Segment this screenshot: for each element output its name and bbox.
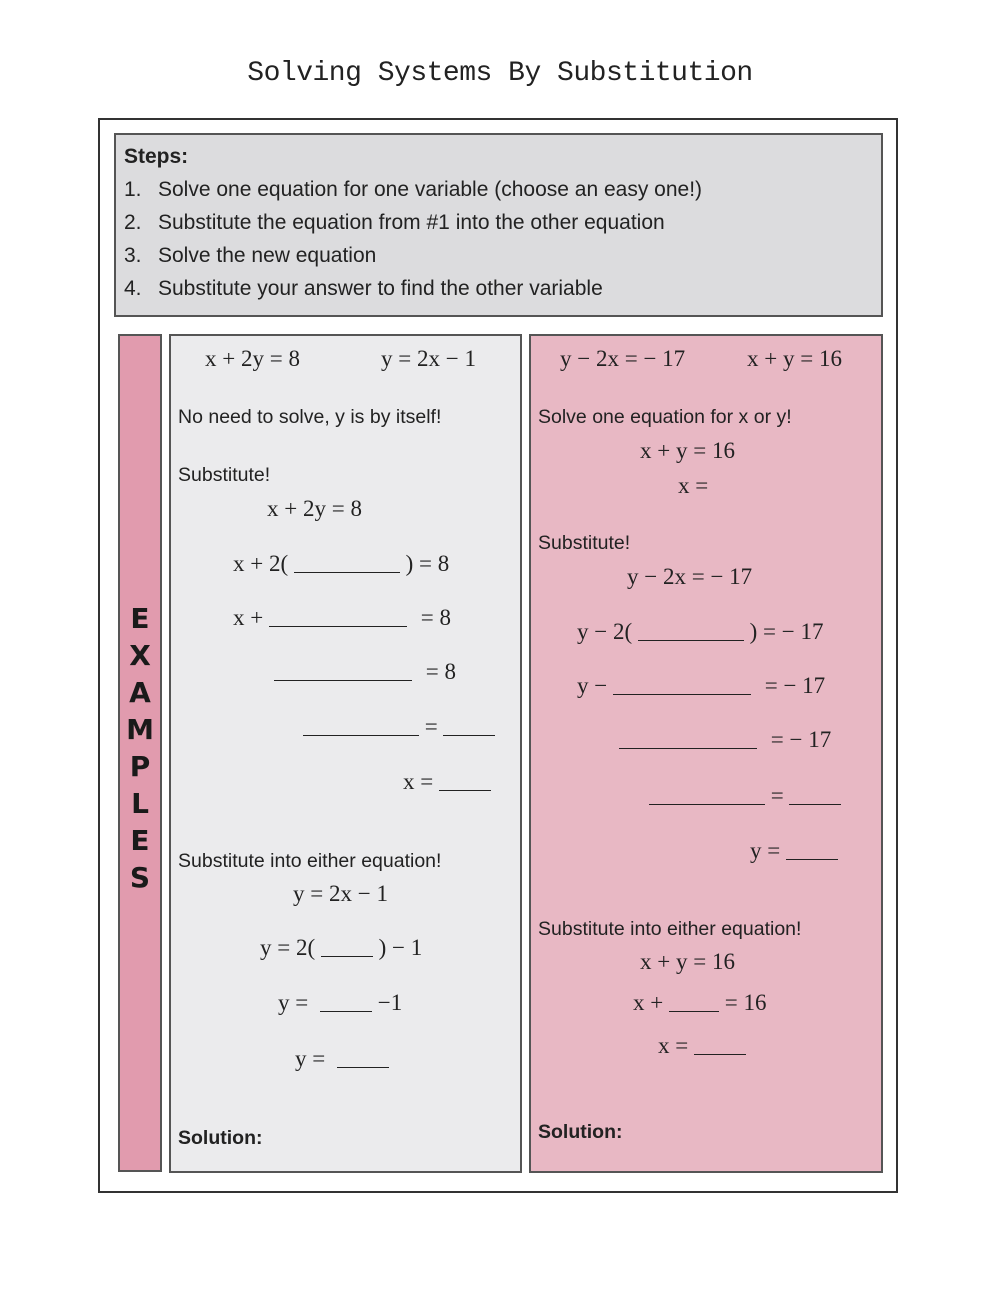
answer-blank[interactable] <box>443 717 495 736</box>
substitute-line-2 <box>233 551 449 577</box>
side-letter: M <box>126 713 154 746</box>
equals-sign: = <box>770 783 784 808</box>
answer-blank[interactable] <box>303 717 419 736</box>
equation-prefix: x + <box>633 990 664 1015</box>
equation-prefix: y = <box>278 990 309 1015</box>
answer-blank[interactable] <box>320 993 372 1012</box>
answer-blank[interactable] <box>619 730 757 749</box>
answer-blank[interactable] <box>694 1036 746 1055</box>
equation-suffix: ) − 1 <box>378 935 423 960</box>
substitute-line-6 <box>403 769 491 795</box>
equation-suffix: = − 17 <box>764 673 826 698</box>
step-3 <box>124 244 376 268</box>
back-substitute-line-2 <box>260 935 422 961</box>
solution-label: Solution: <box>538 1121 623 1143</box>
equation-prefix: y − 2( <box>577 619 633 644</box>
substitute-line-4 <box>274 659 456 685</box>
step-number: 2. <box>124 211 142 234</box>
side-letter: E <box>130 824 150 857</box>
substitute-line-3 <box>233 605 451 631</box>
answer-blank[interactable] <box>337 1049 389 1068</box>
substitute-line-2 <box>577 619 824 645</box>
step-number: 1. <box>124 178 142 201</box>
step-text: Solve the new equation <box>158 244 377 267</box>
substitute-line-3 <box>577 673 825 699</box>
answer-blank[interactable] <box>613 676 751 695</box>
side-letter: S <box>129 861 151 894</box>
answer-blank[interactable] <box>269 608 407 627</box>
side-letter: E <box>130 602 150 635</box>
system-equation-1: x + 2y = 8 <box>205 346 300 371</box>
equation-suffix: = 8 <box>425 659 456 684</box>
side-letter: L <box>131 787 149 820</box>
example-2-column <box>529 334 883 1173</box>
step-text: Solve one equation for one variable (choose an easy one!) <box>158 178 703 201</box>
equation-suffix: = − 17 <box>770 727 832 752</box>
either-equation-label: Substitute into either equation! <box>178 850 442 872</box>
answer-blank[interactable] <box>321 938 373 957</box>
equation-suffix: ) = − 17 <box>749 619 824 644</box>
equation-suffix: = 16 <box>724 990 767 1015</box>
back-substitute-line-3 <box>658 1033 746 1059</box>
answer-blank[interactable] <box>638 622 744 641</box>
answer-blank[interactable] <box>274 662 412 681</box>
solve-line-2: x = <box>678 473 709 498</box>
solution-label: Solution: <box>178 1127 263 1149</box>
back-substitute-line-4 <box>295 1046 389 1072</box>
back-substitute-line-1: y = 2x − 1 <box>293 881 388 906</box>
back-substitute-line-1: x + y = 16 <box>640 949 735 974</box>
substitute-line-6 <box>750 838 838 864</box>
equation-prefix: x = <box>403 769 434 794</box>
steps-heading: Steps: <box>124 145 189 168</box>
answer-blank[interactable] <box>649 786 765 805</box>
answer-blank[interactable] <box>786 841 838 860</box>
equals-sign: = <box>424 714 438 739</box>
substitute-line-4 <box>619 727 831 753</box>
equation-prefix: y = 2( <box>260 935 316 960</box>
back-substitute-line-3 <box>278 990 402 1016</box>
answer-blank[interactable] <box>439 772 491 791</box>
equation-prefix: y − <box>577 673 608 698</box>
substitute-line-1: x + 2y = 8 <box>267 496 362 521</box>
step-text: Substitute the equation from #1 into the other equation <box>158 211 665 234</box>
step-text: Substitute your answer to find the other variable <box>158 277 603 300</box>
side-letter: A <box>129 676 151 709</box>
solve-note: No need to solve, y is by itself! <box>178 406 442 428</box>
side-letter: X <box>129 639 151 672</box>
equation-prefix: y = <box>295 1046 326 1071</box>
page-title: Solving Systems By Substitution <box>247 58 753 89</box>
equation-suffix: −1 <box>377 990 403 1015</box>
solve-note: Solve one equation for x or y! <box>538 406 792 428</box>
equation-prefix: x + 2( <box>233 551 289 576</box>
equation-prefix: x + <box>233 605 264 630</box>
step-number: 4. <box>124 277 142 300</box>
equation-suffix: = 8 <box>420 605 451 630</box>
step-2 <box>124 211 665 235</box>
substitute-label: Substitute! <box>538 532 631 554</box>
example-1-column <box>169 334 522 1173</box>
solve-line-1: x + y = 16 <box>640 438 735 463</box>
substitute-line-1: y − 2x = − 17 <box>627 564 753 589</box>
side-letter: P <box>129 750 151 783</box>
system-equation-2: y = 2x − 1 <box>381 346 476 371</box>
answer-blank[interactable] <box>789 786 841 805</box>
substitute-line-5 <box>303 714 495 740</box>
step-1 <box>124 178 702 202</box>
either-equation-label: Substitute into either equation! <box>538 918 802 940</box>
substitute-label: Substitute! <box>178 464 271 486</box>
answer-blank[interactable] <box>294 554 400 573</box>
answer-blank[interactable] <box>669 993 719 1012</box>
equation-prefix: y = <box>750 838 781 863</box>
equation-suffix: ) = 8 <box>405 551 450 576</box>
system-equation-1: y − 2x = − 17 <box>560 346 686 371</box>
step-number: 3. <box>124 244 142 267</box>
step-4 <box>124 277 603 301</box>
substitute-line-5 <box>649 783 841 809</box>
back-substitute-line-2 <box>633 990 766 1016</box>
system-equation-2: x + y = 16 <box>747 346 842 371</box>
equation-prefix: x = <box>658 1033 689 1058</box>
examples-side-label <box>118 334 162 1172</box>
steps-box <box>114 133 883 317</box>
